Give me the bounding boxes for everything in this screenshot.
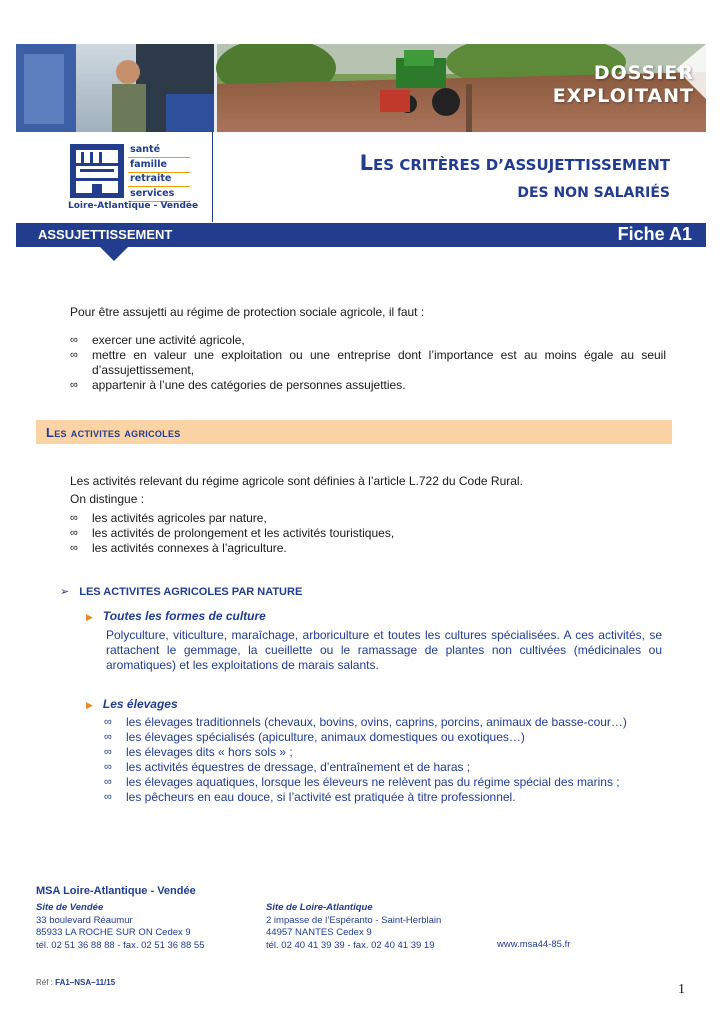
list-item: ∞ exercer une activité agricole, — [70, 333, 666, 348]
heading-initial: L — [46, 425, 55, 440]
footer-loire-site: Site de Loire-Atlantique — [266, 902, 373, 913]
triangle-bullet-icon: ▶ — [86, 612, 93, 622]
footer-loire-line1: 2 impasse de l’Espéranto - Saint-Herblain — [266, 914, 442, 926]
list-item: ∞ les pêcheurs en eau douce, si l’activité est pratiquée à titre professionnel. — [104, 790, 664, 805]
intro-text: Pour être assujetti au régime de protection sociale agricole, il faut : — [70, 305, 425, 319]
list-item: ∞ les activités de prolongement et les activités touristiques, — [70, 526, 670, 541]
footer-vendee-line1: 33 boulevard Réaumur — [36, 914, 133, 926]
title-apostrophe: ’ — [498, 156, 504, 174]
footer-loire-line3: tél. 02 40 41 39 39 - fax. 02 40 41 39 19 — [266, 939, 435, 951]
culture-heading-text: Toutes les formes de culture — [102, 609, 266, 623]
header-divider — [212, 132, 213, 222]
subsection-heading-text: LES ACTIVITES AGRICOLES PAR NATURE — [79, 586, 303, 598]
footer-org: MSA Loire-Atlantique - Vendée — [36, 885, 196, 897]
dossier-line-1: DOSSIER — [593, 62, 694, 84]
page-title — [360, 151, 670, 175]
section-heading-band — [36, 420, 672, 444]
footer-vendee-line3: tél. 02 51 36 88 88 - fax. 02 51 36 88 55 — [36, 939, 205, 951]
msa-monogram-icon — [70, 144, 124, 198]
footer-loire — [266, 902, 506, 952]
heading-rest: es activites agricoles — [54, 425, 181, 440]
triangle-bullet-icon: ▶ — [86, 700, 93, 710]
list-item: ∞ mettre en valeur une exploitation ou une entreprise dont l’importance est au moins égale au seuil d’assujettissement, — [70, 348, 666, 378]
title-initial: L — [359, 151, 374, 175]
header-banner — [16, 44, 706, 132]
msa-logo-words — [128, 144, 190, 202]
list-item: ∞ les activités connexes à l’agriculture. — [70, 541, 670, 556]
logo-word-1: famille — [128, 159, 190, 173]
activities-list — [70, 511, 670, 556]
list-item: ∞ les élevages dits « hors sols » ; — [104, 745, 664, 760]
page-subtitle: DES NON SALARIÉS — [517, 185, 670, 201]
footer-reference-label: Réf : — [36, 978, 56, 987]
section-bar — [16, 223, 706, 247]
activities-paragraph-2: On distingue : — [70, 492, 145, 506]
logo-word-3: services — [128, 188, 190, 202]
elevages-heading-text: Les élevages — [102, 697, 178, 711]
list-item: ∞ les élevages spécialisés (apiculture, animaux domestiques ou exotiques…) — [104, 730, 664, 745]
msa-logo-mark — [70, 144, 124, 198]
intro-list — [70, 333, 666, 393]
arrow-bullet-icon: ➢ — [60, 586, 70, 598]
footer-vendee — [36, 902, 266, 952]
elevages-list — [104, 715, 664, 805]
section-bar-pointer — [100, 247, 128, 261]
section-label: ASSUJETTISSEMENT — [38, 227, 173, 242]
list-item: ∞ appartenir à l’une des catégories de personnes assujetties. — [70, 378, 666, 393]
dossier-line-2: EXPLOITANT — [552, 85, 694, 107]
culture-paragraph: Polyculture, viticulture, maraîchage, arboriculture et toutes les cultures spécialisées. A ces activités, se rattachent le gemmage, la cueillette ou le ramassage de plantes non cultivées (médicinales ou aromatiques) et les exploitations de marais salants. — [106, 628, 662, 672]
title-part: ES CRITÈRES D — [373, 156, 499, 174]
list-item: ∞ les activités agricoles par nature, — [70, 511, 670, 526]
list-item: ∞ les élevages traditionnels (chevaux, bovins, ovins, caprins, porcins, animaux de basse-cour…) — [104, 715, 664, 730]
footer-vendee-site: Site de Vendée — [36, 902, 104, 913]
footer-vendee-line2: 85933 LA ROCHE SUR ON Cedex 9 — [36, 927, 191, 938]
page-number: 1 — [678, 982, 685, 997]
msa-logo — [68, 144, 199, 214]
footer-website-link[interactable]: www.msa44-85.fr — [497, 939, 571, 950]
activities-text — [70, 474, 670, 507]
footer-reference — [36, 978, 115, 987]
logo-word-2: retraite — [128, 173, 190, 187]
subsection-heading — [60, 585, 302, 598]
section-heading — [46, 425, 181, 440]
list-item: ∞ les élevages aquatiques, lorsque les éleveurs ne relèvent pas du régime spécial des marins ; — [104, 775, 664, 790]
elevages-heading — [86, 697, 178, 711]
logo-region: Loire-Atlantique - Vendée — [68, 201, 199, 211]
fiche-label: Fiche A1 — [617, 224, 692, 244]
culture-heading — [86, 609, 266, 623]
list-item: ∞ les activités équestres de dressage, d’entraînement et de haras ; — [104, 760, 664, 775]
activities-paragraph-1: Les activités relevant du régime agricole sont définies à l’article L.722 du Code Rural. — [70, 474, 523, 488]
dossier-label — [553, 62, 694, 108]
footer-loire-line2: 44957 NANTES Cedex 9 — [266, 927, 372, 938]
footer-reference-value: FA1–NSA–11/15 — [55, 978, 116, 987]
title-end: ASSUJETTISSEMENT — [503, 156, 670, 174]
logo-word-0: santé — [128, 144, 190, 158]
